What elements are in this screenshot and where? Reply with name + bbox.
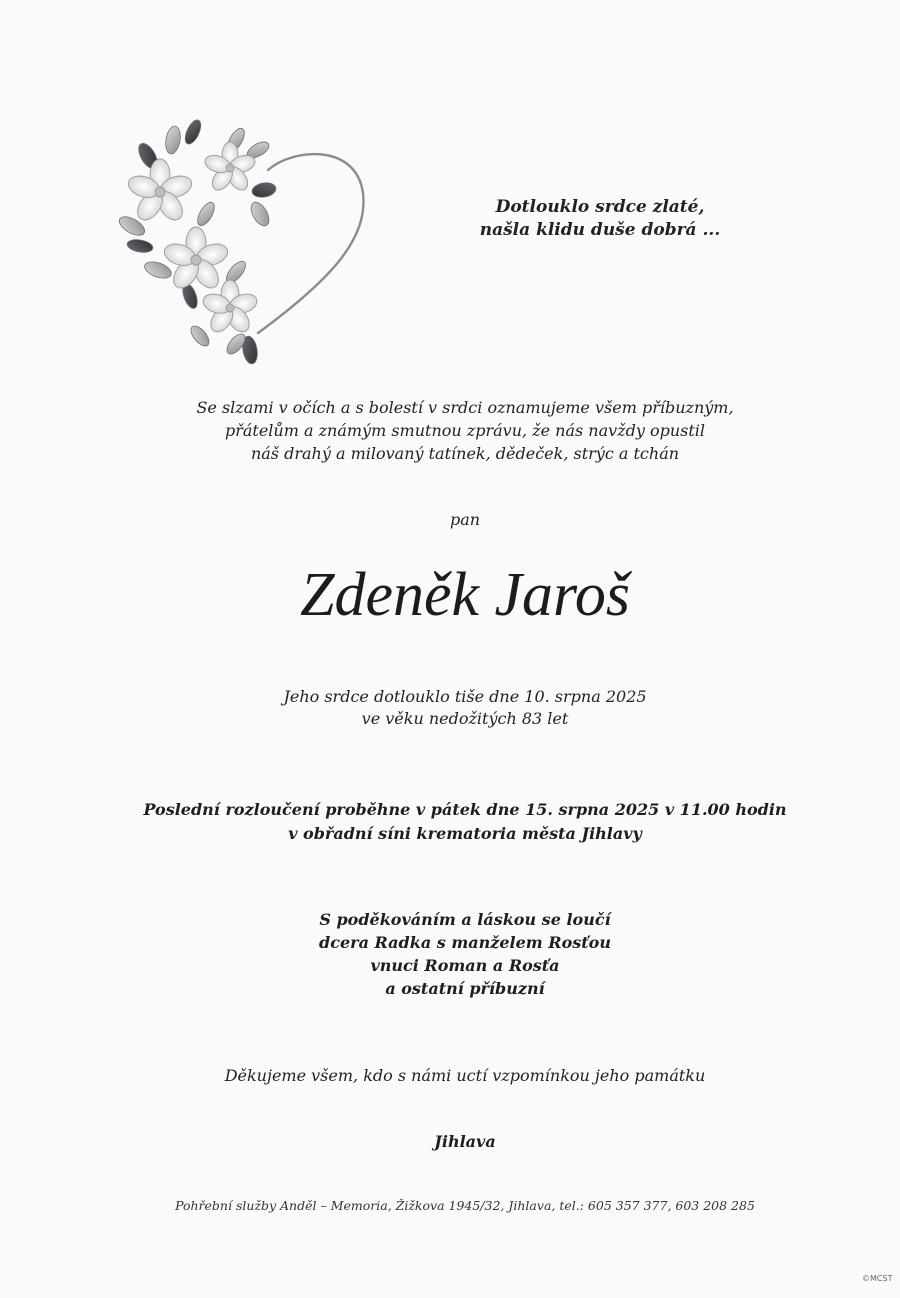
mourners-line: vnuci Roman a Rosťa — [370, 956, 560, 975]
funeral-service-contact: Pohřební služby Anděl – Memoria, Žižkova 1945/32, Jihlava, tel.: 605 357 377, 603 208 285 — [175, 1198, 755, 1213]
copyright: ©MCST — [862, 1274, 893, 1283]
funeral-info-line: Poslední rozloučení proběhne v pátek dne 15. srpna 2025 v 11.00 hodin — [143, 800, 787, 819]
salutation: pan — [449, 510, 481, 529]
funeral-info-line: v obřadní síni krematoria města Jihlavy — [288, 824, 642, 843]
death-info-line: ve věku nedožitých 83 let — [361, 709, 569, 728]
death-info — [220, 686, 710, 730]
mourners-line: dcera Radka s manželem Rosťou — [319, 933, 611, 952]
announcement-line: náš drahý a milovaný tatínek, dědeček, strýc a tchán — [250, 444, 680, 463]
announcement-line: Se slzami v očích a s bolestí v srdci oznamujeme všem příbuzným, — [196, 398, 734, 417]
mourners-line: S poděkováním a láskou se loučí — [319, 910, 611, 929]
funeral-info — [110, 798, 820, 846]
city: Jihlava — [434, 1132, 496, 1151]
announcement-line: přátelům a známým smutnou zprávu, že nás navždy opustil — [224, 421, 706, 440]
deceased-name: Zdeněk Jaroš — [299, 561, 630, 629]
death-info-line: Jeho srdce dotlouklo tiše dne 10. srpna 2025 — [283, 687, 647, 706]
announcement-text — [150, 396, 780, 465]
mourners — [240, 908, 690, 1000]
flower-heart-icon — [118, 118, 378, 383]
motto-line: Dotlouklo srdce zlaté, — [495, 197, 705, 217]
motto-line: našla klidu duše dobrá ... — [479, 220, 721, 240]
mourners-line: a ostatní příbuzní — [385, 979, 545, 998]
thanks-text: Děkujeme všem, kdo s námi uctí vzpomínkou jeho památku — [224, 1066, 706, 1085]
motto — [470, 196, 730, 242]
